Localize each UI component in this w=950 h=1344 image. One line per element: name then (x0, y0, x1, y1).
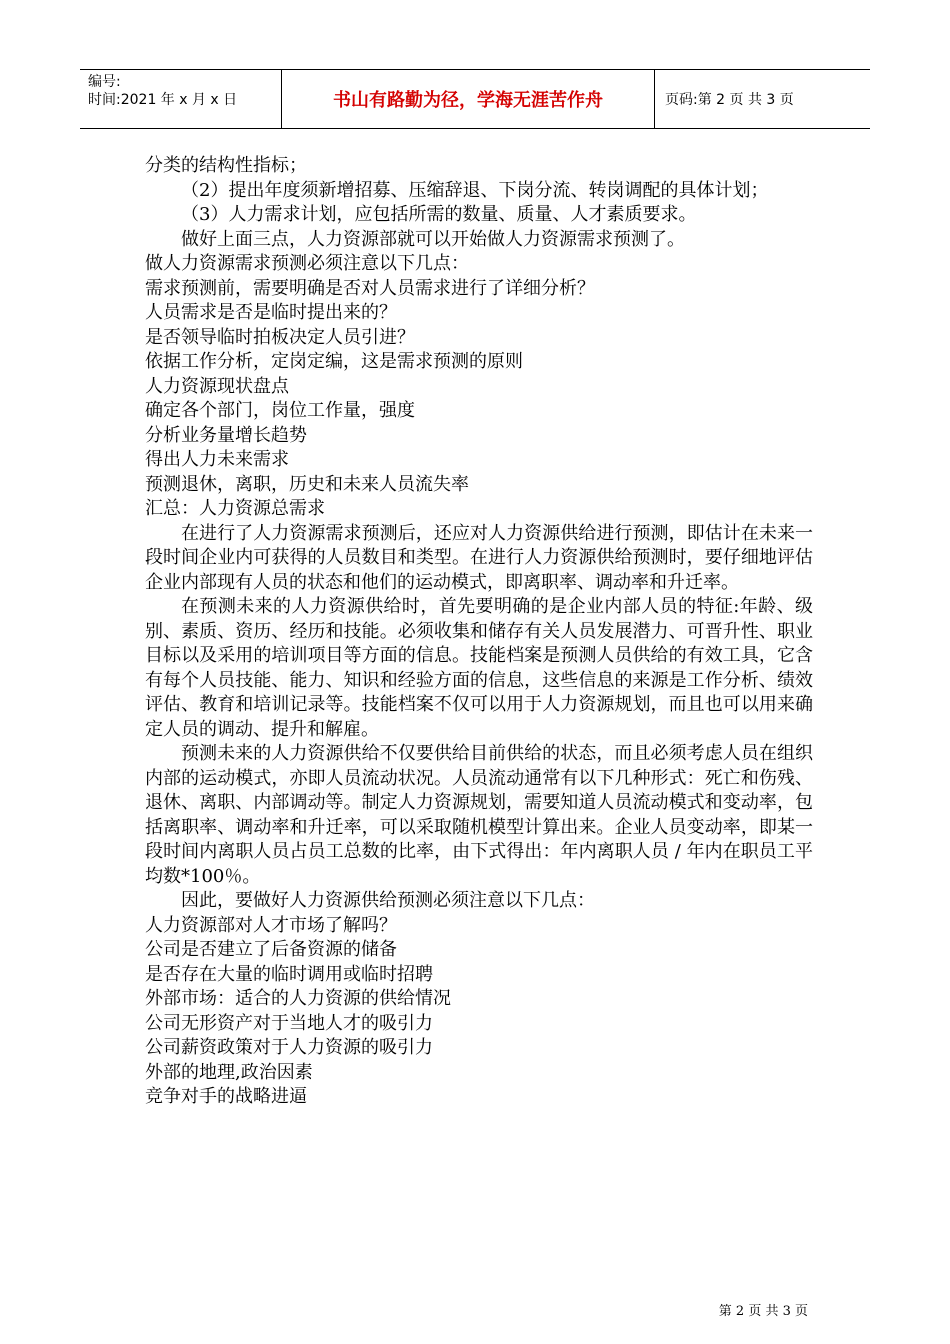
list-line: 得出人力未来需求 (145, 449, 289, 470)
list-line: 需求预测前，需要明确是否对人员需求进行了详细分析？ (145, 277, 595, 299)
header-meta (80, 70, 282, 128)
page-header (80, 69, 870, 129)
doc-number: 编号: (88, 74, 121, 90)
paragraph: 因此，要做好人力资源供给预测必须注意以下几点： (181, 890, 595, 911)
paragraph: 在预测未来的人力资源供给时，首先要明确的是企业内部人员的特征:年龄、级别、素质、资历、经历和技能。必须收集和储存有关人员发展潜力、可晋升性、职业目标以及采用的培训项目等方面的信息。技能档案是预测人员供给的有效工具，它含有每个人员技能、能力、知识和经验方面的信息，这些信息的来源是工作分析、绩效评估、教育和培训记录等。技能档案不仅可以用于人力资源规划，而且也可以用来确定人员的调动、提升和解雇。 (145, 596, 813, 740)
paragraph: 分类的结构性指标； (145, 155, 307, 176)
list-line: 外部的地理,政治因素 (145, 1061, 313, 1083)
paragraph: （3）人力需求计划，应包括所需的数量、质量、人才素质要求。 (181, 204, 697, 225)
list-line: 公司薪资政策对于人力资源的吸引力 (145, 1037, 433, 1058)
doc-date: 时间:2021 年 x 月 x 日 (88, 92, 238, 108)
list-line: 汇总：人力资源总需求 (145, 498, 325, 519)
list-line: 人员需求是否是临时提出来的？ (145, 302, 397, 323)
header-motto: 书山有路勤为径，学海无涯苦作舟 (282, 70, 655, 128)
document-body (145, 154, 813, 1110)
list-line: 预测退休，离职，历史和未来人员流失率 (145, 473, 469, 495)
list-line: 做人力资源需求预测必须注意以下几点： (145, 253, 469, 274)
list-line: 人力资源部对人才市场了解吗？ (145, 914, 397, 936)
paragraph: （2）提出年度须新增招募、压缩辞退、下岗分流、转岗调配的具体计划； (181, 179, 769, 201)
list-line: 是否存在大量的临时调用或临时招聘 (145, 963, 433, 985)
list-line: 依据工作分析，定岗定编，这是需求预测的原则 (145, 351, 523, 372)
list-line: 公司是否建立了后备资源的储备 (145, 939, 397, 960)
header-page-number: 页码:第 2 页 共 3 页 (665, 92, 794, 108)
paragraph: 预测未来的人力资源供给不仅要供给目前供给的状态，而且必须考虑人员在组织内部的运动模式，亦即人员流动状况。人员流动通常有以下几种形式：死亡和伤残、退休、离职、内部调动等。制定人力资源规划，需要知道人员流动模式和变动率，包括离职率、调动率和升迁率，可以采取随机模型计算出来。企业人员变动率，即某一段时间内离职人员占员工总数的比率，由下式得出：年内离职人员 / 年内在职员工平均数*100％。 (145, 743, 813, 887)
list-line: 确定各个部门，岗位工作量，强度 (145, 400, 415, 421)
paragraph: 在进行了人力资源需求预测后，还应对人力资源供给进行预测，即估计在未来一段时间企业内可获得的人员数目和类型。在进行人力资源供给预测时，要仔细地评估企业内部现有人员的状态和他们的运动模式，即离职率、调动率和升迁率。 (145, 522, 813, 593)
list-line: 人力资源现状盘点 (145, 375, 289, 397)
list-line: 公司无形资产对于当地人才的吸引力 (145, 1012, 433, 1034)
list-line: 竞争对手的战略进逼 (145, 1086, 307, 1107)
list-line: 分析业务量增长趋势 (145, 424, 307, 446)
page-footer: 第 2 页 共 3 页 (718, 1304, 808, 1319)
list-line: 是否领导临时拍板决定人员引进？ (145, 326, 415, 348)
paragraph: 做好上面三点，人力资源部就可以开始做人力资源需求预测了。 (181, 228, 685, 250)
list-line: 外部市场：适合的人力资源的供给情况 (145, 988, 451, 1009)
